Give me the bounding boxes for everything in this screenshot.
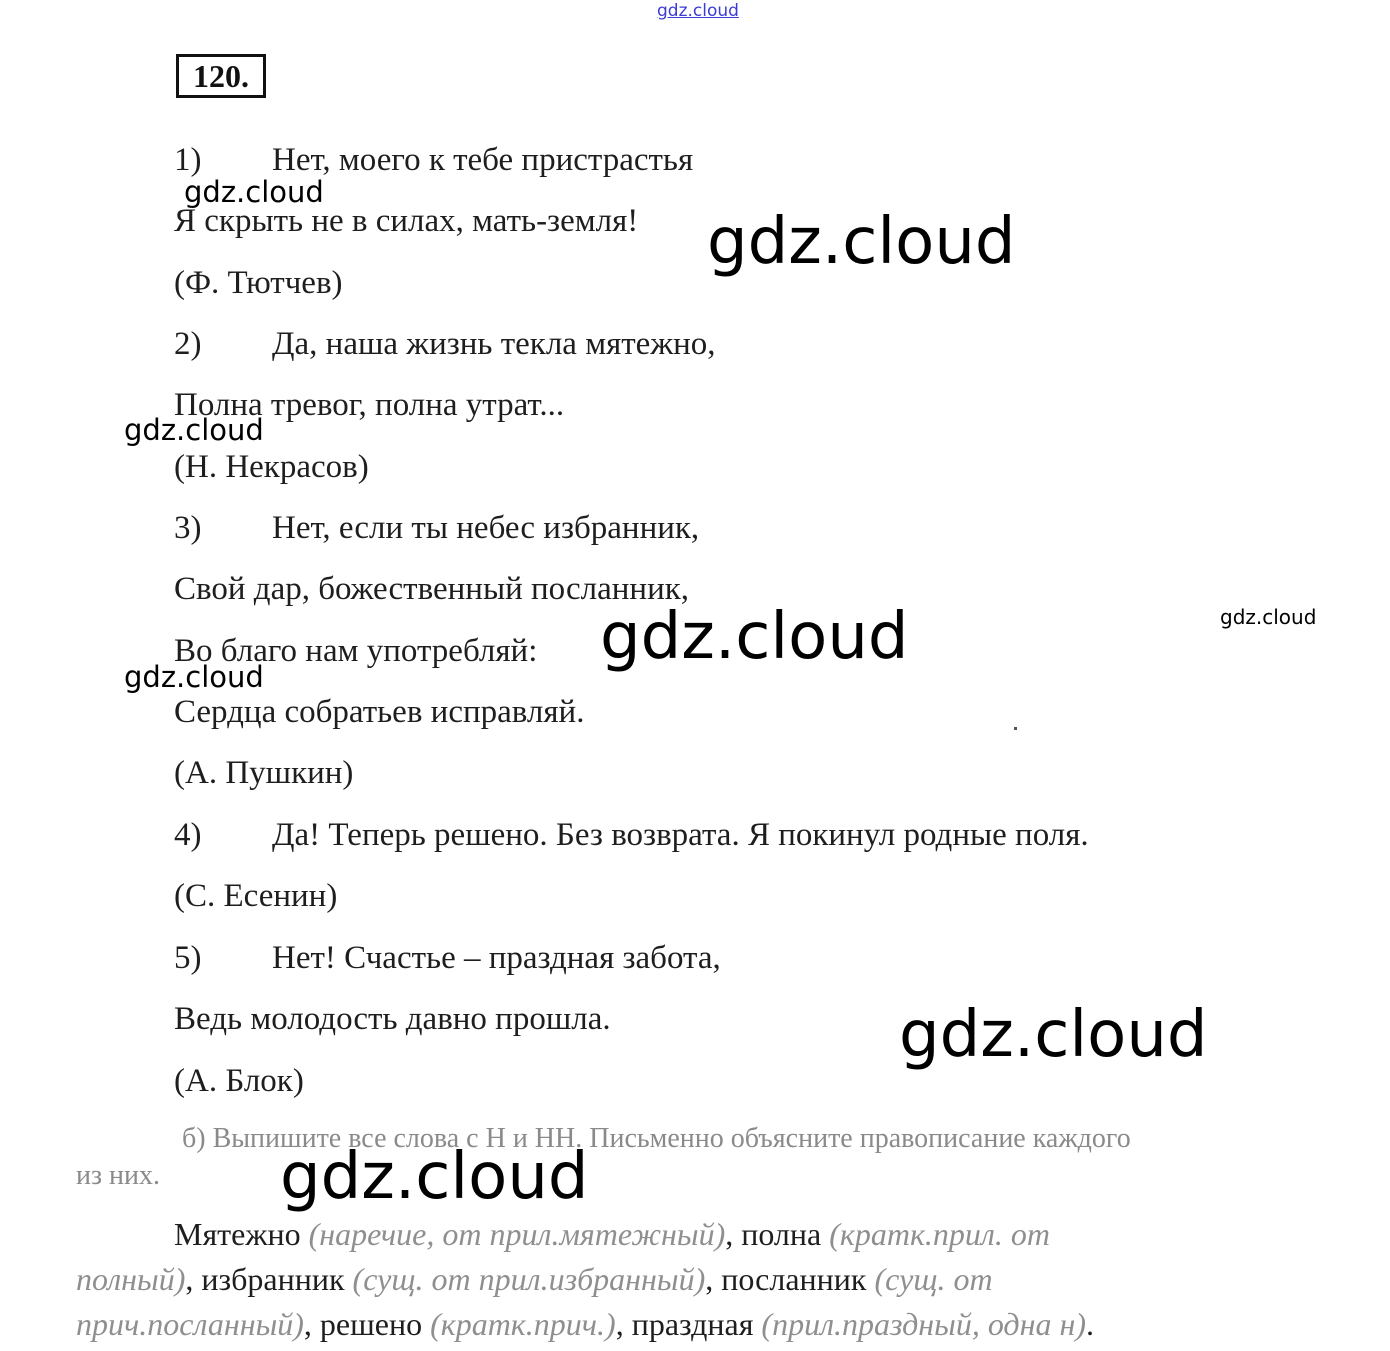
watermark-small-2: gdz.cloud — [124, 413, 264, 447]
poem-5-line-1: 5) Нет! Счастье – праздная забота, — [174, 940, 721, 976]
poem-3-author: (А. Пушкин) — [174, 755, 354, 791]
watermark-tiny: gdz.cloud — [1220, 605, 1317, 629]
poem-1-line-2: Я скрыть не в силах, мать-земля! — [174, 203, 639, 239]
answer-line-2: полный), избранник (сущ. от прил.избранный), посланник (сущ. от — [76, 1261, 993, 1297]
watermark-top: gdz.cloud — [657, 1, 739, 21]
watermark-large-2: gdz.cloud — [600, 600, 909, 674]
exercise-number: 120. — [176, 54, 266, 98]
poem-1-line-1: 1) Нет, моего к тебе пристрастья — [174, 142, 694, 178]
watermark-small-1: gdz.cloud — [184, 175, 324, 209]
poem-3-line-3: Во благо нам употребляй: — [174, 633, 538, 669]
scan-speck — [1014, 727, 1017, 730]
poem-2-author: (Н. Некрасов) — [174, 449, 369, 485]
poem-3-line-1: 3) Нет, если ты небес избранник, — [174, 510, 700, 546]
poem-5-line-2: Ведь молодость давно прошла. — [174, 1001, 611, 1037]
task-line-2: из них. — [76, 1160, 161, 1191]
poem-2-line-1: 2) Да, наша жизнь текла мятежно, — [174, 326, 716, 362]
poem-2-line-2: Полна тревог, полна утрат... — [174, 387, 565, 423]
task-line-1: б) Выпишите все слова с Н и НН. Письменно объясните правописание каждого — [182, 1123, 1131, 1154]
watermark-large-4: gdz.cloud — [280, 1140, 589, 1214]
watermark-large-1: gdz.cloud — [707, 205, 1016, 279]
poem-5-author: (А. Блок) — [174, 1063, 304, 1099]
poem-1-author: (Ф. Тютчев) — [174, 265, 343, 301]
poem-3-line-2: Свой дар, божественный посланник, — [174, 571, 690, 607]
watermark-small-3: gdz.cloud — [124, 660, 264, 694]
answer-line-3: прич.посланный), решено (кратк.прич.), праздная (прил.праздный, одна н). — [76, 1306, 1094, 1342]
poem-4-author: (С. Есенин) — [174, 878, 338, 914]
watermark-large-3: gdz.cloud — [899, 998, 1208, 1072]
answer-line-1: Мятежно (наречие, от прил.мятежный), полна (кратк.прил. от — [174, 1216, 1050, 1252]
poem-3-line-4: Сердца собратьев исправляй. — [174, 694, 585, 730]
poem-4-line-1: 4) Да! Теперь решено. Без возврата. Я покинул родные поля. — [174, 817, 1089, 853]
